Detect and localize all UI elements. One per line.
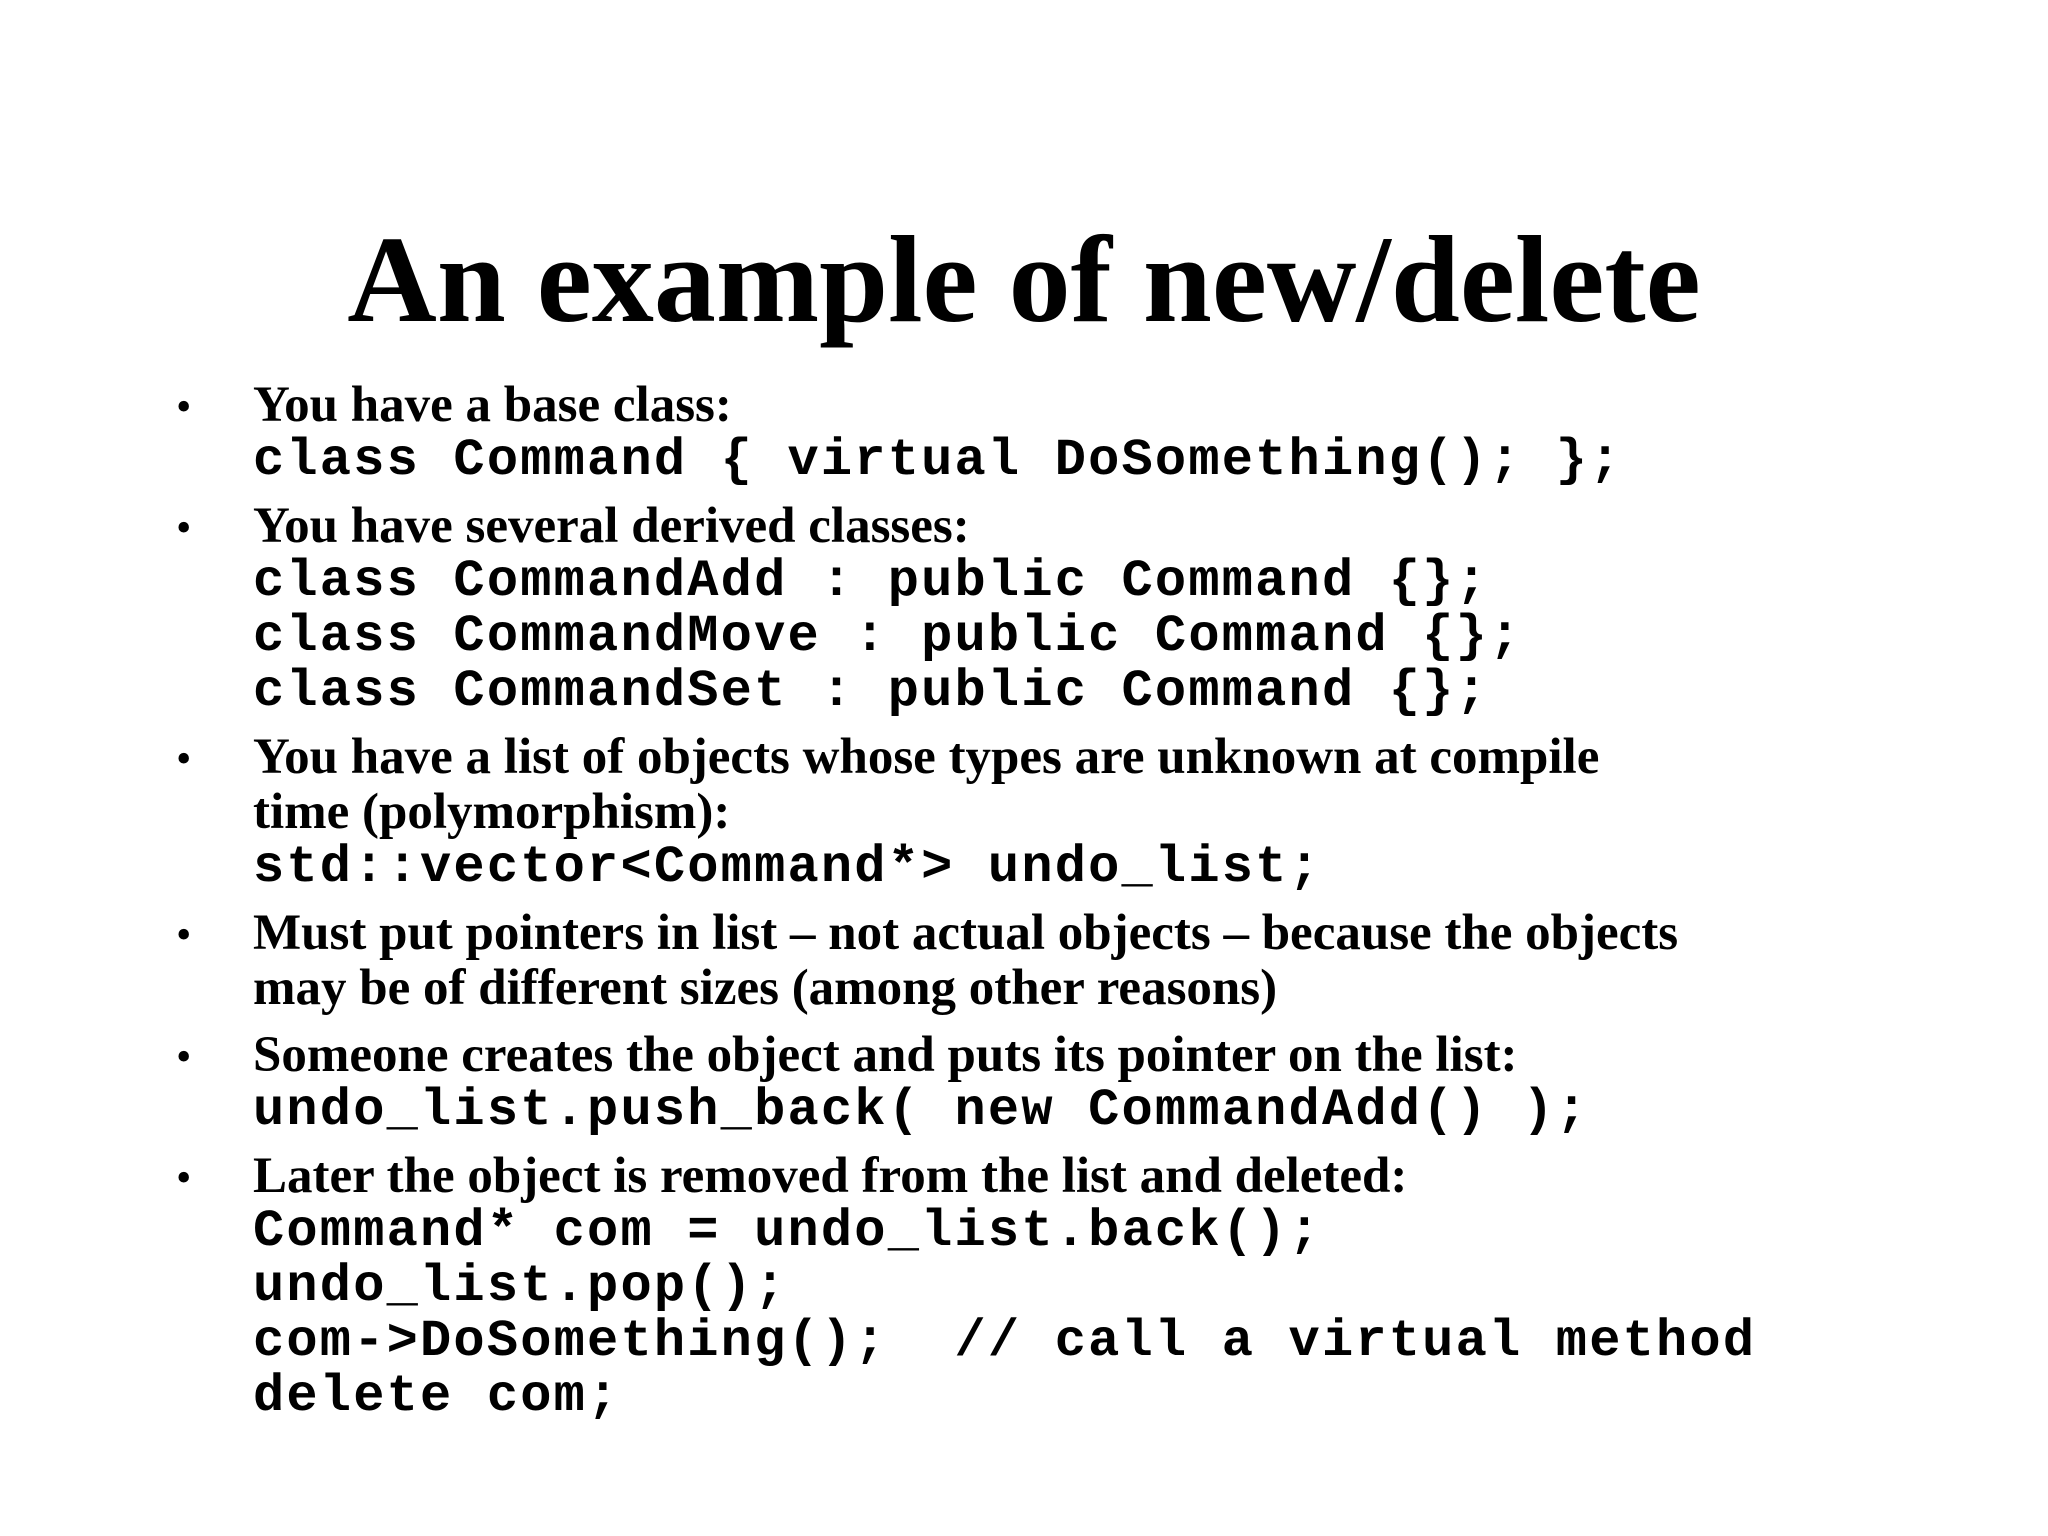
slide-title: An example of new/delete: [347, 211, 1701, 348]
bullet-text-line: Someone creates the object and puts its pointer on the list:: [253, 1027, 1518, 1083]
bullet-dot-icon: •: [176, 1032, 192, 1081]
bullet-text-line: Later the object is removed from the list and deleted:: [253, 1148, 1408, 1204]
code-line: class CommandAdd : public Command {};: [253, 552, 1489, 611]
code-line: Command* com = undo_list.back();: [253, 1202, 1322, 1261]
code-line: class CommandSet : public Command {};: [253, 662, 1489, 721]
bullet-text-line: time (polymorphism):: [253, 784, 731, 840]
bullet-dot-icon: •: [176, 1153, 192, 1202]
bullet-text-line: may be of different sizes (among other reasons): [253, 960, 1278, 1016]
bullet-dot-icon: •: [176, 503, 192, 552]
bullet-text-line: You have several derived classes:: [253, 498, 970, 554]
code-line: com->DoSomething(); // call a virtual method: [253, 1312, 1757, 1371]
bullet-dot-icon: •: [176, 734, 192, 783]
code-line: class Command { virtual DoSomething(); };: [253, 431, 1623, 490]
bullet-text-line: You have a base class:: [253, 377, 732, 433]
code-line: delete com;: [253, 1367, 621, 1426]
bullet-text-line: You have a list of objects whose types are unknown at compile: [253, 729, 1600, 785]
bullet-dot-icon: •: [176, 910, 192, 959]
bullet-dot-icon: •: [176, 382, 192, 431]
bullet-text-line: Must put pointers in list – not actual objects – because the objects: [253, 905, 1679, 961]
code-line: class CommandMove : public Command {};: [253, 607, 1523, 666]
code-line: undo_list.pop();: [253, 1257, 788, 1316]
code-line: undo_list.push_back( new CommandAdd() );: [253, 1081, 1590, 1140]
code-line: std::vector<Command*> undo_list;: [253, 838, 1322, 897]
